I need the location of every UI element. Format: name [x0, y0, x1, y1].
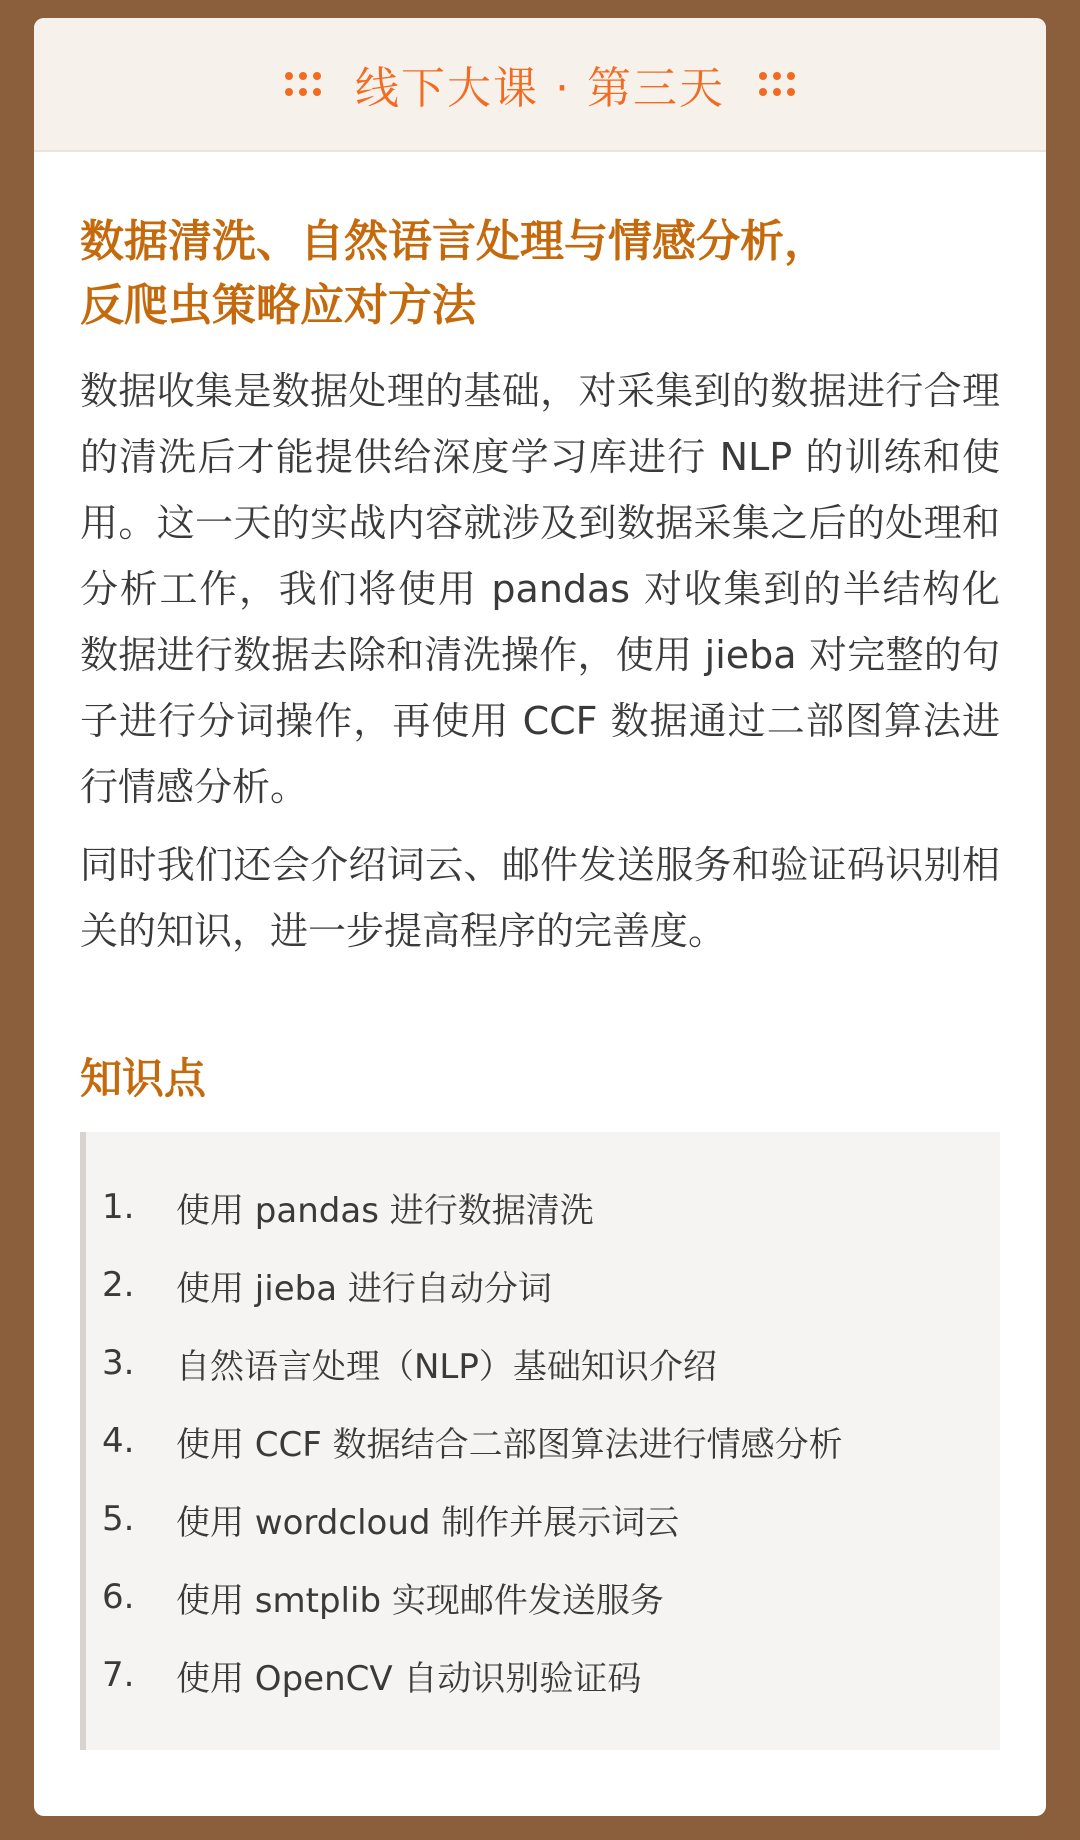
list-item-number: 5. [102, 1499, 135, 1539]
list-item-number: 6. [102, 1577, 135, 1617]
list-item-text: 使用 CCF 数据结合二部图算法进行情感分析 [176, 1424, 843, 1465]
knowledge-title: 知识点 [80, 1054, 207, 1103]
list-item-number: 2. [102, 1265, 135, 1305]
list-item-text: 使用 OpenCV 自动识别验证码 [176, 1658, 642, 1699]
list-item-text: 使用 pandas 进行数据清洗 [176, 1190, 594, 1231]
article-heading [80, 210, 1000, 338]
banner-title: 线下大课 · 第三天 [355, 63, 725, 114]
dots-left-icon [285, 72, 321, 96]
list-item-text: 自然语言处理（NLP）基础知识介绍 [176, 1346, 717, 1387]
list-item [102, 1558, 980, 1636]
list-item [102, 1324, 980, 1402]
heading-line-1: 数据清洗、自然语言处理与情感分析， [80, 216, 828, 267]
list-item [102, 1168, 980, 1246]
article-card [34, 18, 1046, 1816]
list-item [102, 1480, 980, 1558]
knowledge-list [80, 1132, 1000, 1750]
list-item-text: 使用 smtplib 实现邮件发送服务 [176, 1580, 664, 1621]
article-content [34, 152, 1046, 1750]
heading-line-2: 反爬虫策略应对方法 [80, 280, 476, 331]
list-item-number: 4. [102, 1421, 135, 1461]
list-item-number: 7. [102, 1655, 135, 1695]
list-item-text: 使用 wordcloud 制作并展示词云 [176, 1502, 680, 1543]
list-item-number: 1. [102, 1187, 135, 1227]
banner [34, 18, 1046, 152]
paragraph-1: 数据收集是数据处理的基础，对采集到的数据进行合理的清洗后才能提供给深度学习库进行 NLP 的训练和使用。这一天的实战内容就涉及到数据采集之后的处理和分析工作，我们将使用 pandas 对收集到的半结构化数据进行数据去除和清洗操作，使用 jieba 对完整的句子进行分词操作，再使用 CCF 数据通过二部图算法进行情感分析。 [80, 369, 1000, 809]
list-item [102, 1246, 980, 1324]
list-item-text: 使用 jieba 进行自动分词 [176, 1268, 552, 1309]
list-item [102, 1402, 980, 1480]
paragraph-2: 同时我们还会介绍词云、邮件发送服务和验证码识别相关的知识，进一步提高程序的完善度。 [80, 843, 1000, 953]
list-item [102, 1636, 980, 1714]
list-item-number: 3. [102, 1343, 135, 1383]
dots-right-icon [759, 72, 795, 96]
